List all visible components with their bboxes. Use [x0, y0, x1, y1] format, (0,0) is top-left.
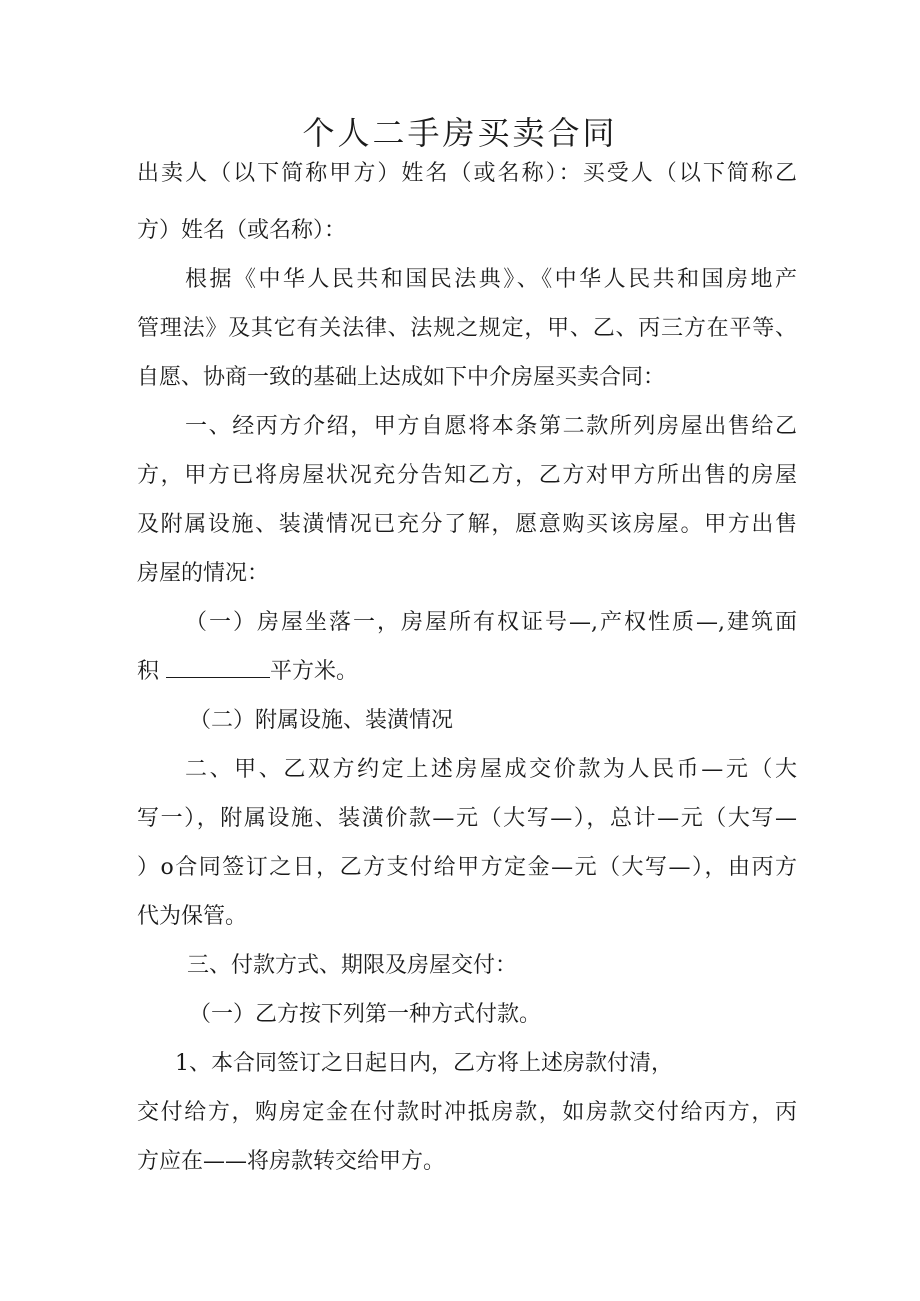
text-line: （二）附属设施、装潢情况	[189, 708, 454, 733]
document-title: 个人二手房买卖合同	[302, 114, 618, 152]
text-line: 方）姓名（或名称）：	[137, 218, 347, 243]
text-line: 自愿、协商一致的基础上达成如下中介房屋买卖合同：	[137, 365, 666, 390]
text-line: 1、本合同签订之日起日内，乙方将上述房款付清，	[175, 1051, 673, 1076]
text-line: 二、甲、乙双方约定上述房屋成交价款为人民币—元（大	[185, 757, 797, 782]
text-line: 管理法》及其它有关法律、法规之规定，甲、乙、丙三方在平等、	[137, 316, 797, 341]
text-line: 方，甲方已将房屋状况充分告知乙方，乙方对甲方所出售的房屋	[137, 463, 797, 488]
text-line: 方应在——将房款转交给甲方。	[137, 1149, 446, 1174]
text-line: 一、经丙方介绍，甲方自愿将本条第二款所列房屋出售给乙	[185, 414, 797, 439]
text-line: （一）房屋坐落一，房屋所有权证号—,产权性质—,建筑面	[185, 610, 797, 635]
area-label: 积	[137, 659, 160, 684]
area-line	[137, 654, 797, 690]
text-line: 代为保管。	[137, 904, 248, 929]
text-line: 及附属设施、装潢情况已充分了解，愿意购买该房屋。甲方出售	[137, 512, 797, 537]
text-line: 房屋的情况：	[137, 561, 270, 586]
section-heading: 三、付款方式、期限及房屋交付：	[187, 953, 518, 978]
area-unit: 平方米。	[270, 659, 359, 684]
text-line: （一）乙方按下列第一种方式付款。	[189, 1002, 542, 1027]
text-line: 根据《中华人民共和国民法典》、《中华人民共和国房地产	[185, 267, 797, 292]
text-line: 写一），附属设施、装潢价款—元（大写—），总计—元（大写—	[137, 806, 797, 831]
area-blank	[166, 655, 270, 678]
text-line: 出卖人（以下简称甲方）姓名（或名称）：买受人（以下简称乙	[137, 161, 797, 186]
text-line: ）o合同签订之日，乙方支付给甲方定金—元（大写—），由丙方	[137, 855, 797, 880]
text-line: 交付给方，购房定金在付款时冲抵房款，如房款交付给丙方，丙	[137, 1100, 797, 1125]
